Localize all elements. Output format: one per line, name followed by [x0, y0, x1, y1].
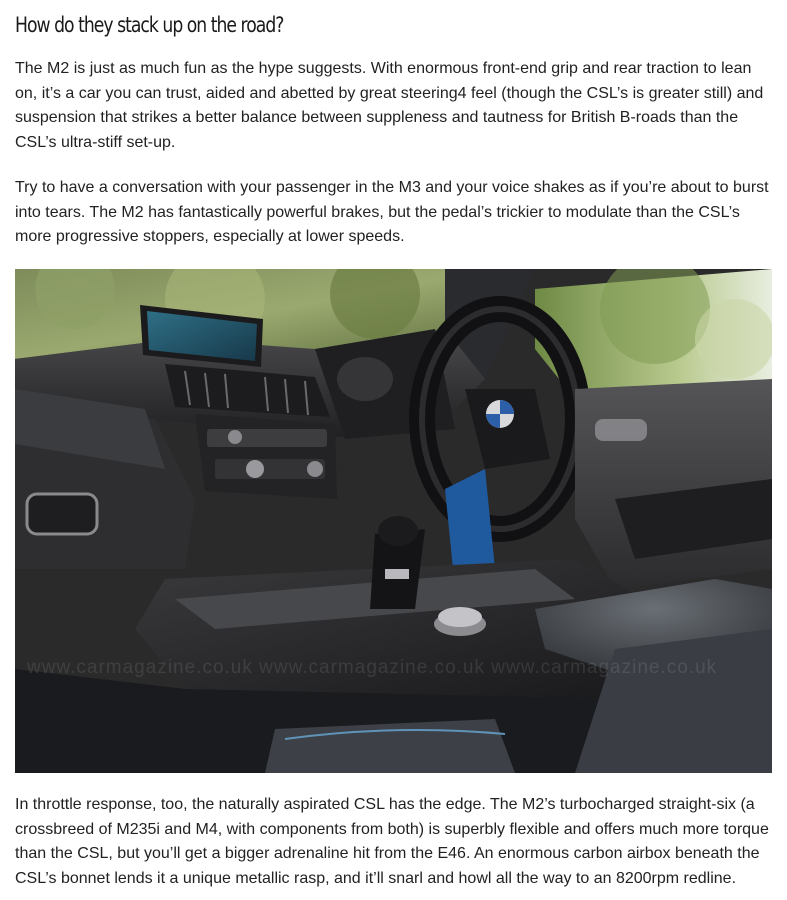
paragraph-handling: The M2 is just as much fun as the hype suggests. With enormous front-end grip and rear traction to lean on, it’s a car you can trust, aided and abetted by great steering4 feel (though the CSL’s is greater still) and suspension that strikes a better balance between suppleness and tautness for British B-roads than the CSL’s ultra-stiff set-up.	[15, 60, 764, 151]
paragraph-engine: In throttle response, too, the naturally aspirated CSL has the edge. The M2’s turbocharged straight-six (a crossbreed of M235i and M4, with components from both) is superbly flexible and offers much more torque than the CSL, but you’ll get a bigger adrenaline hit from the E46. An enormous carbon airbox beneath the CSL’s bonnet lends it a unique metallic rasp, and it’ll snarl and howl all the way to an 8200rpm redline.	[15, 796, 769, 887]
paragraph-brakes: Try to have a conversation with your passenger in the M3 and your voice shakes as if you’re about to burst into tears. The M2 has fantastically powerful brakes, but the pedal’s trickier to modulate than the CSL’s more progressive stoppers, especially at lower speeds.	[15, 179, 769, 245]
photo-watermark: www.carmagazine.co.uk www.carmagazine.co.uk www.carmagazine.co.uk	[27, 657, 718, 678]
interior-photo	[15, 269, 772, 773]
section-heading: How do they stack up on the road?	[15, 13, 284, 37]
interior-illustration	[15, 269, 772, 773]
